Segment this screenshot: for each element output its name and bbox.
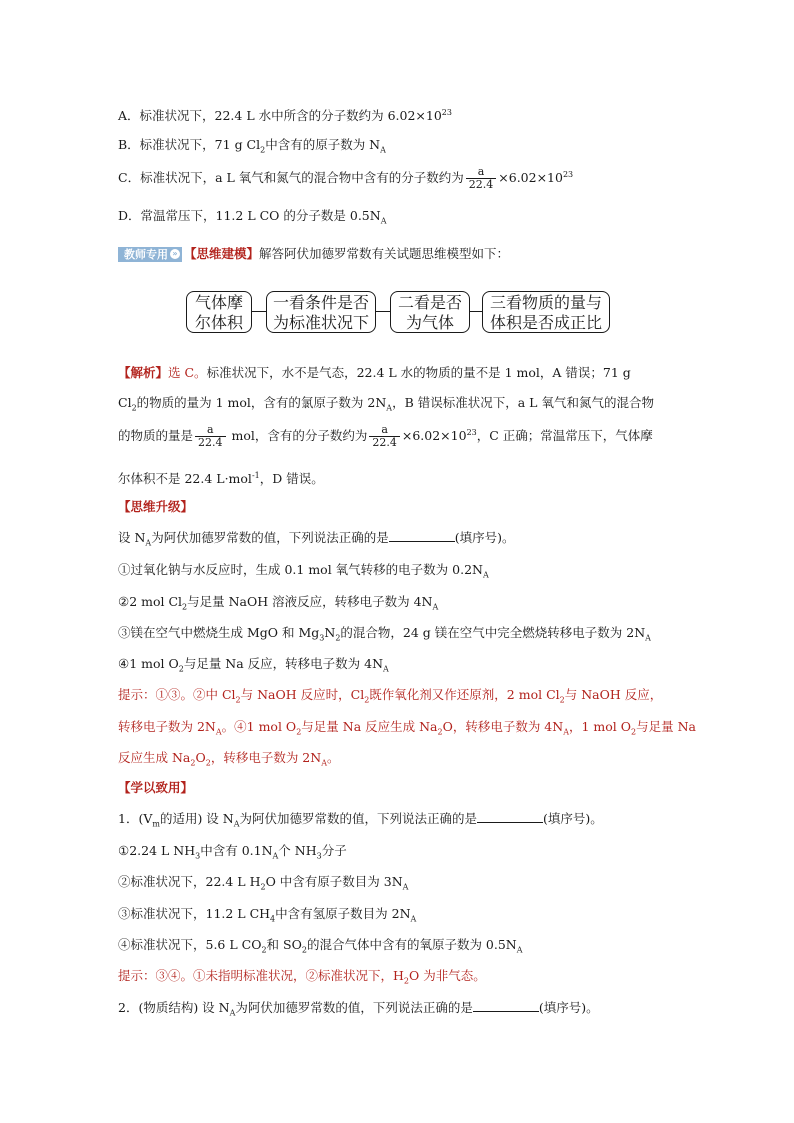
flow-box-line: 尔体积	[194, 313, 243, 332]
subscript: 2	[296, 727, 302, 737]
apply-item-3	[118, 905, 416, 929]
analysis-text: ×6.02×10	[401, 428, 467, 444]
answer-choice: 选 C。	[168, 365, 207, 380]
subscript: A	[645, 633, 651, 643]
exponent: 23	[562, 170, 574, 179]
flow-box-4	[482, 291, 610, 333]
analysis-line-2	[118, 394, 654, 418]
subscript: m	[152, 819, 160, 829]
fraction-numerator: a	[466, 166, 497, 179]
subscript: A	[233, 819, 240, 829]
apply-item-2	[118, 873, 408, 897]
apply-item-1	[118, 842, 347, 866]
item-text: ③标准状况下，11.2 L CH	[118, 906, 271, 921]
exponent: 23	[441, 108, 452, 117]
item-text: ①过氧化钠与水反应时，生成 0.1 mol 氧气转移的电子数为 0.2N	[118, 562, 483, 577]
option-a-text: A．标准状况下，22.4 L 水中所含的分子数约为 6.02×10	[118, 108, 442, 124]
answer-blank[interactable]	[473, 999, 539, 1012]
subscript: A	[410, 914, 417, 924]
option-c-text-2: ×6.02×10	[498, 170, 563, 186]
question-text: 1．(V	[118, 811, 153, 826]
item-text: 的混合气体中含有的氧原子数为 0.5N	[306, 937, 517, 952]
question-text: 的适用) 设 N	[159, 811, 234, 826]
flow-box-line: 二看是否	[397, 293, 462, 312]
hint-text: 提示：③④。①未指明标准状况，②标准状况下，H	[118, 968, 404, 983]
upgrade-hint-line-1	[118, 686, 662, 710]
flow-box-line: 为标准状况下	[272, 313, 369, 332]
analysis-text: ，C 正确；常温常压下，气体摩	[476, 428, 653, 444]
item-text: 和 SO	[266, 937, 302, 952]
subscript: 2	[205, 758, 211, 768]
subscript: A	[402, 882, 409, 892]
subscript: 2	[437, 727, 443, 737]
item-text: ④标准状况下，5.6 L CO	[118, 937, 262, 952]
option-a	[118, 104, 452, 125]
subscript: 3	[195, 851, 201, 861]
flow-box-1	[186, 291, 252, 333]
flow-connector	[470, 311, 482, 312]
subscript: A	[229, 1008, 236, 1018]
subscript: A	[215, 727, 222, 737]
flow-box-line: 一看条件是否	[272, 293, 369, 312]
option-c	[118, 166, 573, 191]
exponent: 23	[466, 428, 477, 437]
item-text: ②2 mol Cl	[118, 594, 183, 609]
fraction	[195, 424, 226, 449]
flow-connector	[376, 311, 390, 312]
item-text: 中含有氢原子数目为 2N	[275, 906, 411, 921]
hint-text: ，1 mol O	[568, 719, 632, 734]
analysis-text: 尔体积不是 22.4 L·mol	[118, 471, 252, 487]
analysis-text: Cl	[118, 395, 132, 410]
analysis-line-4	[118, 467, 324, 488]
subscript: A	[386, 403, 393, 413]
flow-box-line: 体积是否成正比	[489, 313, 602, 332]
question-text: (填序号)。	[543, 811, 603, 826]
subscript: 2	[403, 976, 409, 986]
apply-item-4	[118, 936, 523, 960]
analysis-text: 的物质的量是	[118, 428, 194, 444]
teacher-note-text: 解答阿伏加德罗常数有关试题思维模型如下：	[259, 246, 510, 261]
hint-text: O，转移电子数为 4N	[442, 719, 564, 734]
hint-text: 反应生成 Na	[118, 750, 191, 765]
upgrade-item-1	[118, 561, 489, 585]
item-text: 与足量 NaOH 溶液反应，转移电子数为 4N	[187, 594, 433, 609]
subscript: A	[482, 570, 489, 580]
option-c-text: C．标准状况下，a L 氧气和氮气的混合物中含有的分子数约为	[118, 170, 464, 186]
hint-text: 。	[326, 750, 340, 765]
subscript: 2	[631, 727, 637, 737]
subscript: 3	[319, 633, 325, 643]
hint-text: ，转移电子数为 2N	[210, 750, 322, 765]
subscript: A	[380, 145, 386, 155]
item-text: ④1 mol O	[118, 656, 179, 671]
teacher-only-badge	[118, 247, 182, 262]
subscript: A	[563, 727, 569, 737]
question-text: 为阿伏加德罗常数的值，下列说法正确的是	[239, 811, 478, 826]
flow-box-line: 为气体	[405, 313, 454, 332]
subscript: 2	[301, 945, 307, 955]
fraction-denominator: 22.4	[468, 178, 494, 192]
flow-box-3	[390, 291, 470, 333]
subscript: A	[516, 945, 523, 955]
apply-question-2	[118, 999, 599, 1023]
analysis-text: 的物质的量为 1 mol，含有的氯原子数为 2N	[136, 395, 387, 410]
hint-text: O	[195, 750, 206, 765]
upgrade-hint-line-3	[118, 749, 339, 773]
subscript: 2	[364, 695, 370, 705]
analysis-line-1	[118, 364, 631, 382]
subscript: A	[145, 538, 152, 548]
apply-hint	[118, 967, 486, 991]
item-text: 中含有 0.1N	[200, 843, 273, 858]
subscript: A	[272, 851, 279, 861]
apply-heading: 【学以致用】	[118, 780, 194, 795]
subscript: A	[383, 664, 389, 674]
question-text: (填序号)。	[454, 530, 515, 545]
flow-box-line: 三看物质的量与	[489, 293, 602, 312]
fraction-numerator: a	[195, 424, 226, 437]
item-text: ③镁在空气中燃烧生成 MgO 和 Mg	[118, 625, 320, 640]
subscript: 2	[260, 882, 266, 892]
chevron-right-icon: »	[170, 249, 180, 259]
item-text: 分子	[321, 843, 347, 858]
question-text: 为阿伏加德罗常数的值，下列说法正确的是	[235, 1000, 473, 1015]
item-text: ②标准状况下，22.4 L H	[118, 874, 261, 889]
upgrade-hint-line-2	[118, 718, 696, 742]
subscript: 2	[190, 758, 196, 768]
exponent: -1	[251, 471, 260, 480]
analysis-text: 标准状况下，水不是气态，22.4 L 水的物质的量不是 1 mol，A 错误；71 g	[206, 365, 631, 380]
upgrade-item-2	[118, 593, 438, 617]
subscript: 2	[235, 695, 241, 705]
apply-question-1	[118, 810, 603, 834]
item-text: O 中含有原子数目为 3N	[265, 874, 403, 889]
analysis-text: mol，含有的分子数约为	[227, 428, 368, 444]
upgrade-question	[118, 529, 514, 553]
fraction-denominator: 22.4	[372, 436, 397, 450]
question-text: (填序号)。	[538, 1000, 599, 1015]
upgrade-item-4	[118, 655, 389, 679]
analysis-text: ，D 错误。	[259, 471, 324, 487]
section-tag: 【思维建模】	[184, 246, 260, 261]
fraction	[466, 166, 497, 191]
fraction	[369, 424, 400, 449]
flow-connector	[252, 311, 266, 312]
fraction-numerator: a	[369, 424, 400, 437]
subscript: 2	[559, 695, 565, 705]
badge-label: 教师专用	[124, 248, 168, 261]
item-text: 与足量 Na 反应，转移电子数为 4N	[183, 656, 384, 671]
subscript: A	[321, 758, 327, 768]
subscript: 3	[316, 851, 322, 861]
upgrade-heading: 【思维升级】	[118, 499, 194, 514]
section-tag: 【解析】	[118, 365, 169, 380]
subscript: 2	[178, 664, 184, 674]
subscript: 2	[260, 145, 266, 155]
analysis-text: ，B 错误标准状况下，a L 氧气和氮气的混合物	[392, 395, 654, 410]
subscript: A	[432, 602, 439, 612]
question-text: 设 N	[118, 530, 146, 545]
subscript: 2	[335, 633, 341, 643]
option-d-text: D．常温常压下，11.2 L CO 的分子数是 0.5N	[118, 208, 381, 223]
answer-blank[interactable]	[389, 529, 455, 542]
option-b	[118, 136, 386, 160]
answer-blank[interactable]	[477, 810, 543, 823]
item-text: ①2.24 L NH	[118, 843, 196, 858]
analysis-line-3	[118, 424, 653, 449]
subscript: 2	[131, 403, 137, 413]
hint-text: 与足量 Na 反应生成 Na	[301, 719, 438, 734]
hint-text: 与 NaOH 反应时，Cl	[240, 687, 365, 702]
fraction-denominator: 22.4	[198, 436, 223, 450]
flow-box-line: 气体摩	[194, 293, 243, 312]
item-text: 的混合物，24 g 镁在空气中完全燃烧转移电子数为 2N	[340, 625, 646, 640]
hint-text: 。④1 mol O	[221, 719, 297, 734]
option-b-text: B．标准状况下，71 g Cl	[118, 137, 261, 152]
option-d	[118, 207, 386, 231]
subscript: A	[380, 216, 387, 226]
subscript: 2	[261, 945, 267, 955]
upgrade-item-3	[118, 624, 651, 648]
hint-text: 既作氧化剂又作还原剂，2 mol Cl	[369, 687, 560, 702]
subscript: 2	[182, 602, 188, 612]
subscript: 4	[270, 914, 276, 924]
hint-text: 提示：①③。②中 Cl	[118, 687, 236, 702]
hint-text: 转移电子数为 2N	[118, 719, 216, 734]
hint-text: 与足量 Na	[636, 719, 696, 734]
flow-box-2	[266, 291, 376, 333]
question-text: 为阿伏加德罗常数的值，下列说法正确的是	[151, 530, 389, 545]
teacher-note	[118, 245, 509, 263]
option-b-text-2: 中含有的原子数为 N	[265, 137, 381, 152]
question-text: 2．(物质结构) 设 N	[118, 1000, 230, 1015]
item-text: 个 NH	[278, 843, 317, 858]
item-text: N	[324, 625, 336, 640]
hint-text: 与 NaOH 反应，	[564, 687, 663, 702]
hint-text: O 为非气态。	[409, 968, 486, 983]
